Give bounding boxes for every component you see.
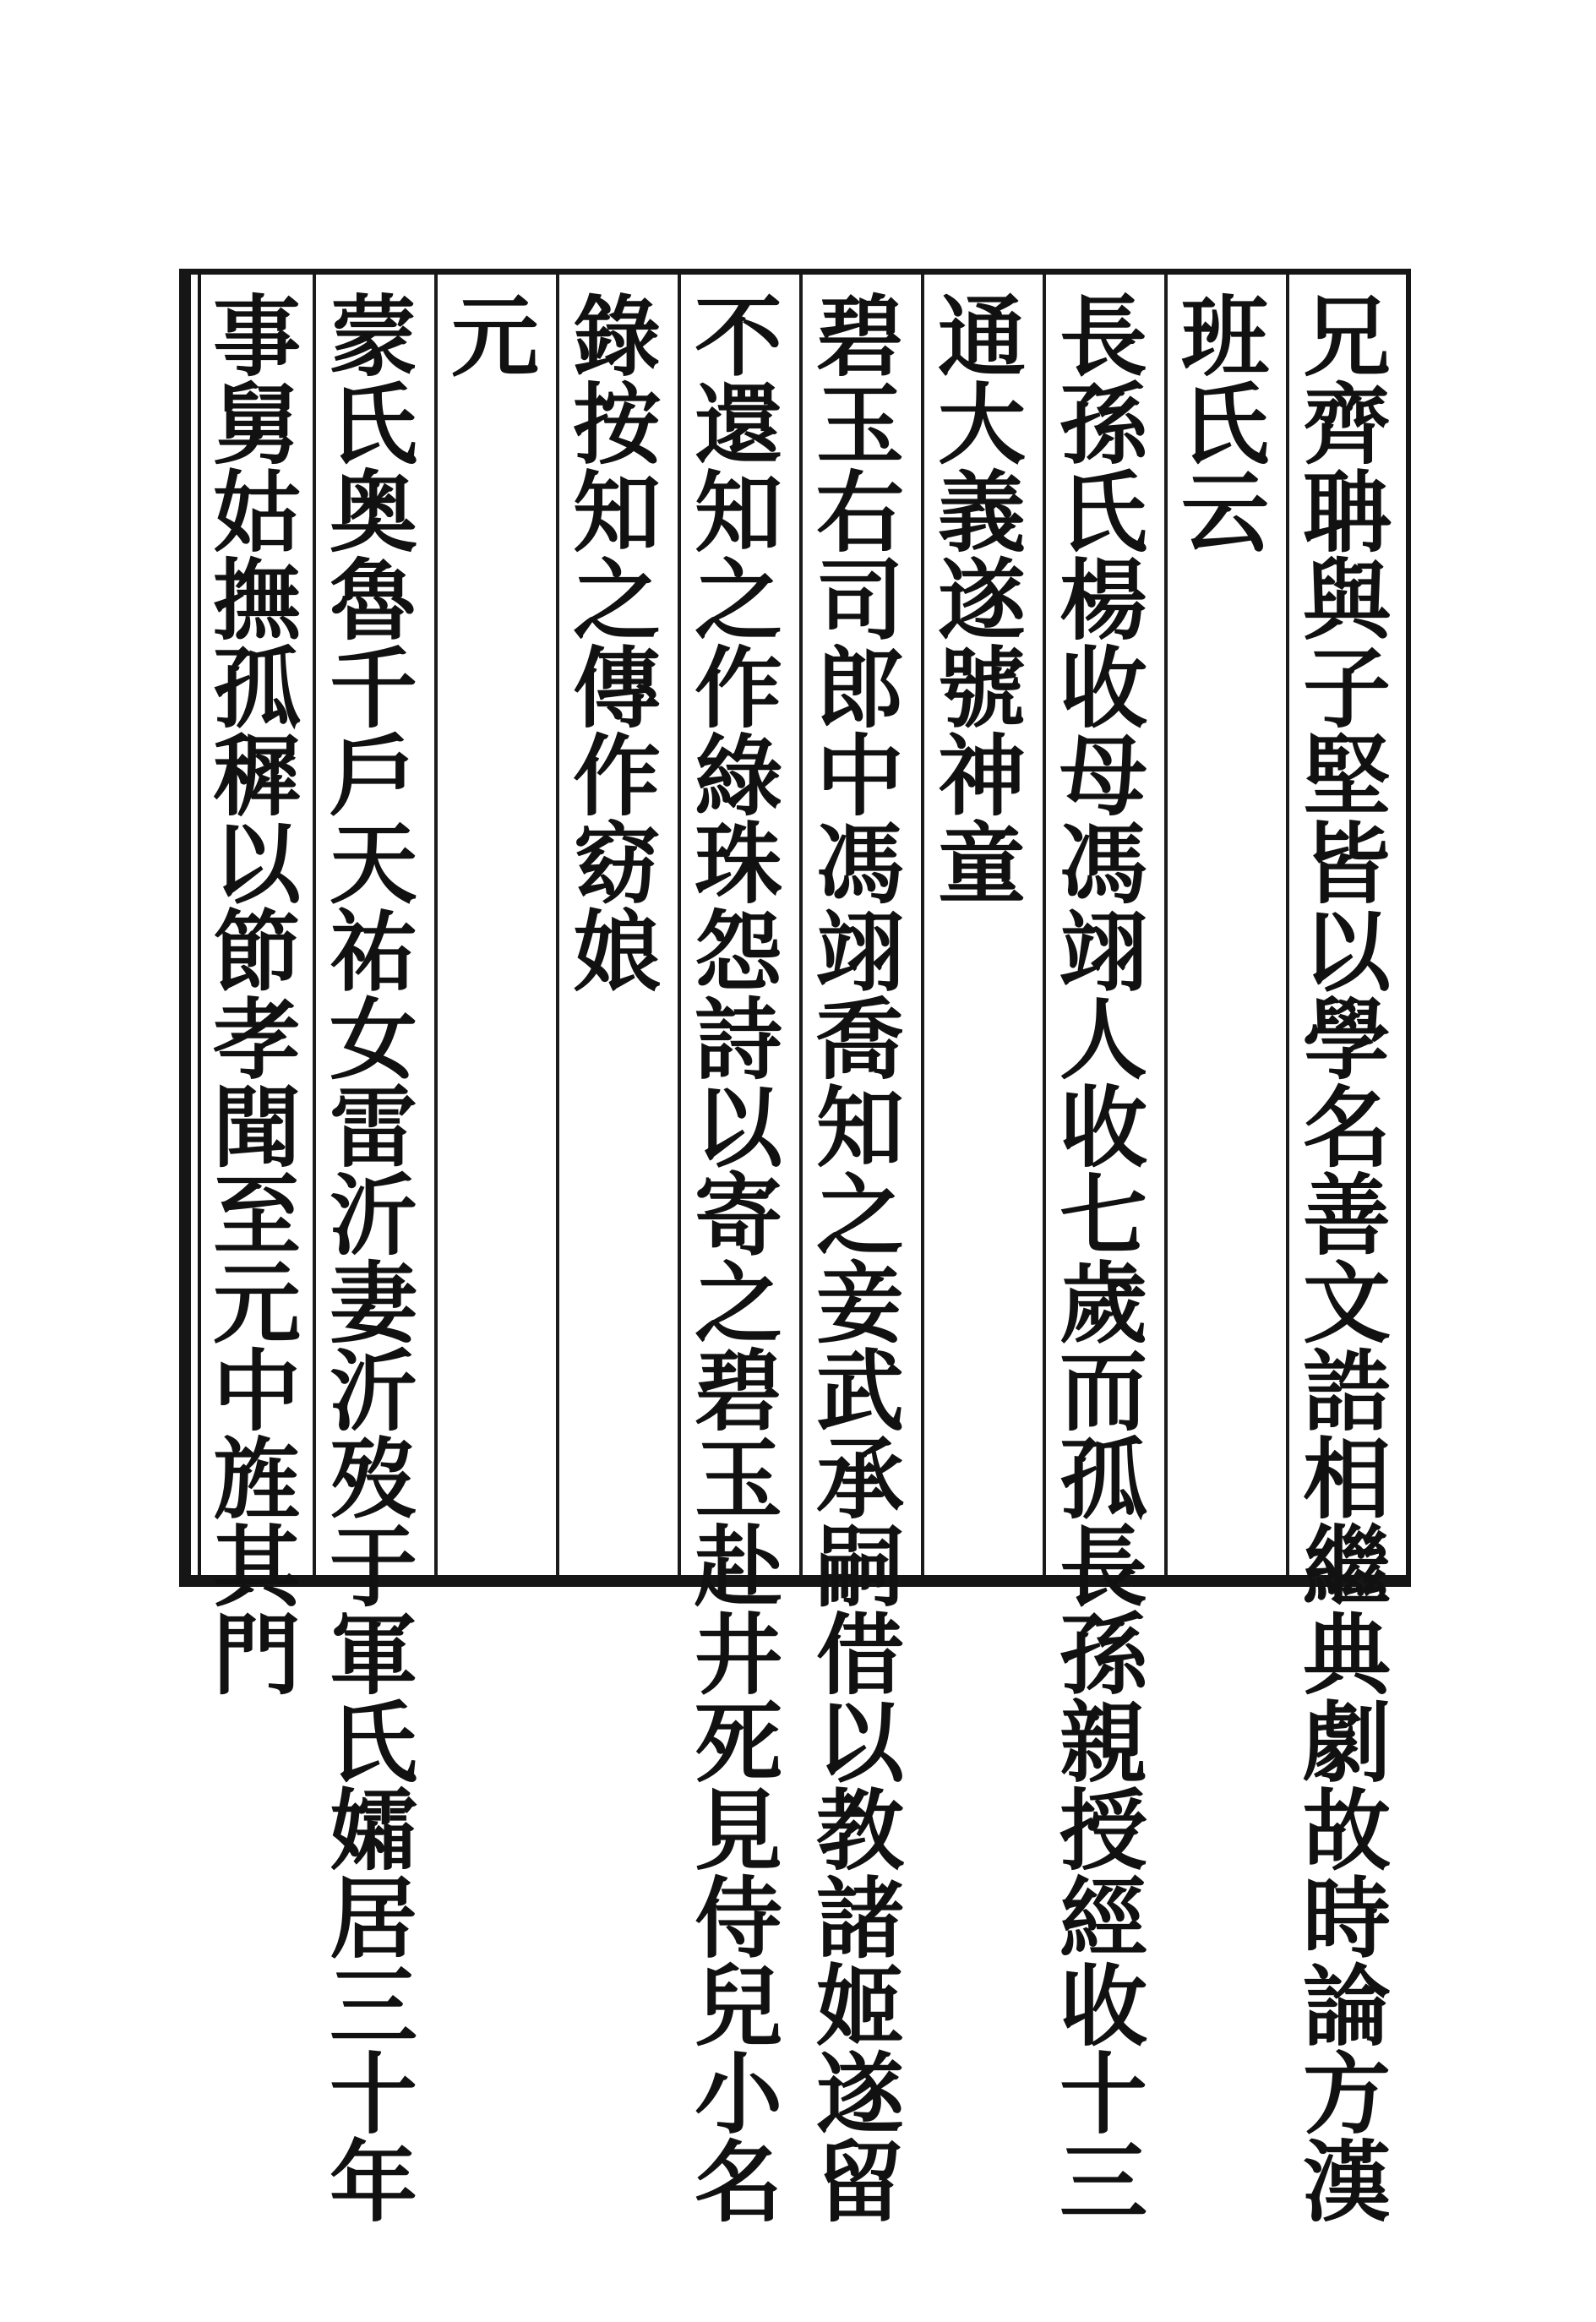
glyph: 井 [694,1603,782,1707]
column-rule [313,275,316,1575]
glyph: 知 [572,461,661,564]
text-column-5 [804,285,916,2234]
glyph: 繼 [1302,1515,1391,1619]
column-rule [434,275,438,1575]
glyph: 親 [1059,1691,1147,1795]
column-rule [1286,275,1289,1575]
glyph: 十 [1059,2042,1147,2146]
glyph: 見 [694,1779,782,1883]
glyph: 承 [815,1427,904,1531]
glyph: 皆 [1302,812,1391,916]
glyph: 詩 [694,988,782,1092]
glyph: 七 [1059,1164,1147,1267]
glyph: 戶 [329,724,417,828]
text-column-9 [318,285,429,2234]
glyph: 門 [212,1603,301,1707]
glyph: 誥 [1302,1339,1391,1443]
glyph: 舅 [212,373,301,477]
glyph: 居 [329,1867,417,1970]
glyph: 兒 [694,1954,782,2058]
glyph: 楊 [1059,548,1147,652]
column-rule [678,275,681,1575]
text-column-8 [439,285,551,389]
glyph: 奥 [329,461,417,564]
glyph: 與 [1302,548,1391,652]
glyph: 以 [694,1076,782,1180]
column-rule [799,275,803,1575]
glyph: 之 [572,548,661,652]
glyph: 祐 [329,900,417,1004]
glyph: 留 [815,2130,904,2234]
glyph: 小 [694,2042,782,2146]
glyph: 號 [937,636,1026,740]
glyph: 寄 [694,1164,782,1267]
glyph: 云 [1180,461,1269,564]
glyph: 漢 [1302,2130,1391,2234]
glyph: 堅 [1302,724,1391,828]
glyph: 珠 [694,812,782,916]
glyph: 元 [212,1251,301,1355]
glyph: 其 [212,1515,301,1619]
glyph: 還 [694,373,782,477]
glyph: 兄 [1302,285,1391,389]
glyph: 于 [329,1515,417,1619]
text-column-4 [926,285,1038,916]
glyph: 武 [815,1339,904,1443]
glyph: 年 [329,2130,417,2234]
glyph: 作 [694,636,782,740]
text-frame [179,269,1411,2234]
glyph: 歲 [1059,1251,1147,1355]
glyph: 氏 [329,1691,417,1795]
glyph: 遂 [815,2042,904,2146]
glyph: 長 [1059,285,1147,389]
glyph: 人 [1059,988,1147,1092]
glyph: 怨 [694,900,782,1004]
glyph: 娘 [572,900,661,1004]
glyph: 喬 [815,988,904,1092]
glyph: 十 [329,2042,417,2146]
glyph: 義 [937,461,1026,564]
text-column-1 [1291,285,1403,2234]
glyph: 中 [815,724,904,828]
glyph: 翊 [1059,900,1147,1004]
glyph: 以 [815,1691,904,1795]
glyph: 節 [212,900,301,1004]
glyph: 中 [212,1339,301,1443]
glyph: 不 [694,285,782,389]
glyph: 作 [572,724,661,828]
glyph: 收 [1059,636,1147,740]
glyph: 孤 [1059,1427,1147,1531]
glyph: 軍 [329,1603,417,1707]
glyph: 學 [1302,988,1391,1092]
glyph: 班 [1180,285,1269,389]
glyph: 窈 [572,812,661,916]
glyph: 氏 [1180,373,1269,477]
glyph: 授 [1059,1779,1147,1883]
column-rule [1164,275,1168,1575]
glyph: 沂 [329,1164,417,1267]
glyph: 按 [572,373,661,477]
glyph: 歿 [329,1427,417,1531]
column-rule [921,275,924,1575]
glyph: 方 [1302,2042,1391,2146]
text-column-10 [201,285,313,1707]
glyph: 母 [1059,724,1147,828]
glyph: 名 [1302,1076,1391,1180]
glyph: 名 [694,2130,782,2234]
glyph: 錄 [572,285,661,389]
glyph: 碧 [694,1339,782,1443]
glyph: 子 [1302,636,1391,740]
glyph: 通 [937,285,1026,389]
glyph: 孫 [1059,1603,1147,1707]
glyph: 沂 [329,1339,417,1443]
glyph: 穉 [212,724,301,828]
glyph: 齊 [1302,373,1391,477]
glyph: 故 [1302,1779,1391,1883]
glyph: 氏 [1059,461,1147,564]
text-column-6 [683,285,794,2234]
glyph: 而 [1059,1339,1147,1443]
glyph: 蒙 [329,285,417,389]
glyph: 侍 [694,1867,782,1970]
glyph: 以 [212,812,301,916]
column-rule [556,275,559,1575]
glyph: 姬 [815,1954,904,2058]
glyph: 之 [694,1251,782,1355]
column-rule [1043,275,1046,1575]
glyph: 劇 [1302,1691,1391,1795]
glyph: 嗣 [815,1515,904,1619]
glyph: 三 [329,1954,417,2058]
glyph: 右 [815,461,904,564]
glyph: 至 [212,1164,301,1267]
glyph: 事 [212,285,301,389]
glyph: 馮 [815,812,904,916]
glyph: 論 [1302,1954,1391,2058]
glyph: 妾 [815,1251,904,1355]
glyph: 氏 [329,373,417,477]
glyph: 聃 [1302,461,1391,564]
glyph: 借 [815,1603,904,1707]
glyph: 郎 [815,636,904,740]
glyph: 女 [329,988,417,1092]
glyph: 遂 [937,548,1026,652]
glyph: 孫 [1059,373,1147,477]
glyph: 善 [1302,1164,1391,1267]
glyph: 童 [937,812,1026,916]
glyph: 收 [1059,1076,1147,1180]
glyph: 教 [815,1779,904,1883]
glyph: 撫 [212,548,301,652]
glyph: 妻 [329,1251,417,1355]
glyph: 元 [450,285,539,389]
glyph: 神 [937,724,1026,828]
glyph: 姑 [212,461,301,564]
glyph: 之 [694,548,782,652]
glyph: 經 [1059,1867,1147,1970]
glyph: 旌 [212,1427,301,1531]
glyph: 玉 [815,373,904,477]
glyph: 翊 [815,900,904,1004]
glyph: 司 [815,548,904,652]
glyph: 綠 [694,724,782,828]
glyph: 孝 [212,988,301,1092]
glyph: 馮 [1059,812,1147,916]
glyph: 赴 [694,1515,782,1619]
glyph: 知 [815,1076,904,1180]
glyph: 天 [329,812,417,916]
glyph: 相 [1302,1427,1391,1531]
glyph: 文 [1302,1251,1391,1355]
glyph: 魯 [329,548,417,652]
glyph: 千 [329,636,417,740]
glyph: 諸 [815,1867,904,1970]
glyph: 知 [694,461,782,564]
glyph: 聞 [212,1076,301,1180]
glyph: 碧 [815,285,904,389]
glyph: 傳 [572,636,661,740]
glyph: 典 [1302,1603,1391,1707]
glyph: 三 [1059,2130,1147,2234]
glyph: 收 [1059,1954,1147,2058]
text-column-2 [1169,285,1281,564]
glyph: 以 [1302,900,1391,1004]
glyph: 大 [937,373,1026,477]
text-column-7 [561,285,673,1004]
glyph: 雷 [329,1076,417,1180]
glyph: 時 [1302,1867,1391,1970]
glyph: 孀 [329,1779,417,1883]
glyph: 死 [694,1691,782,1795]
glyph: 孤 [212,636,301,740]
glyph: 之 [815,1164,904,1267]
glyph: 長 [1059,1515,1147,1619]
text-column-3 [1048,285,1159,2234]
glyph: 玉 [694,1427,782,1531]
